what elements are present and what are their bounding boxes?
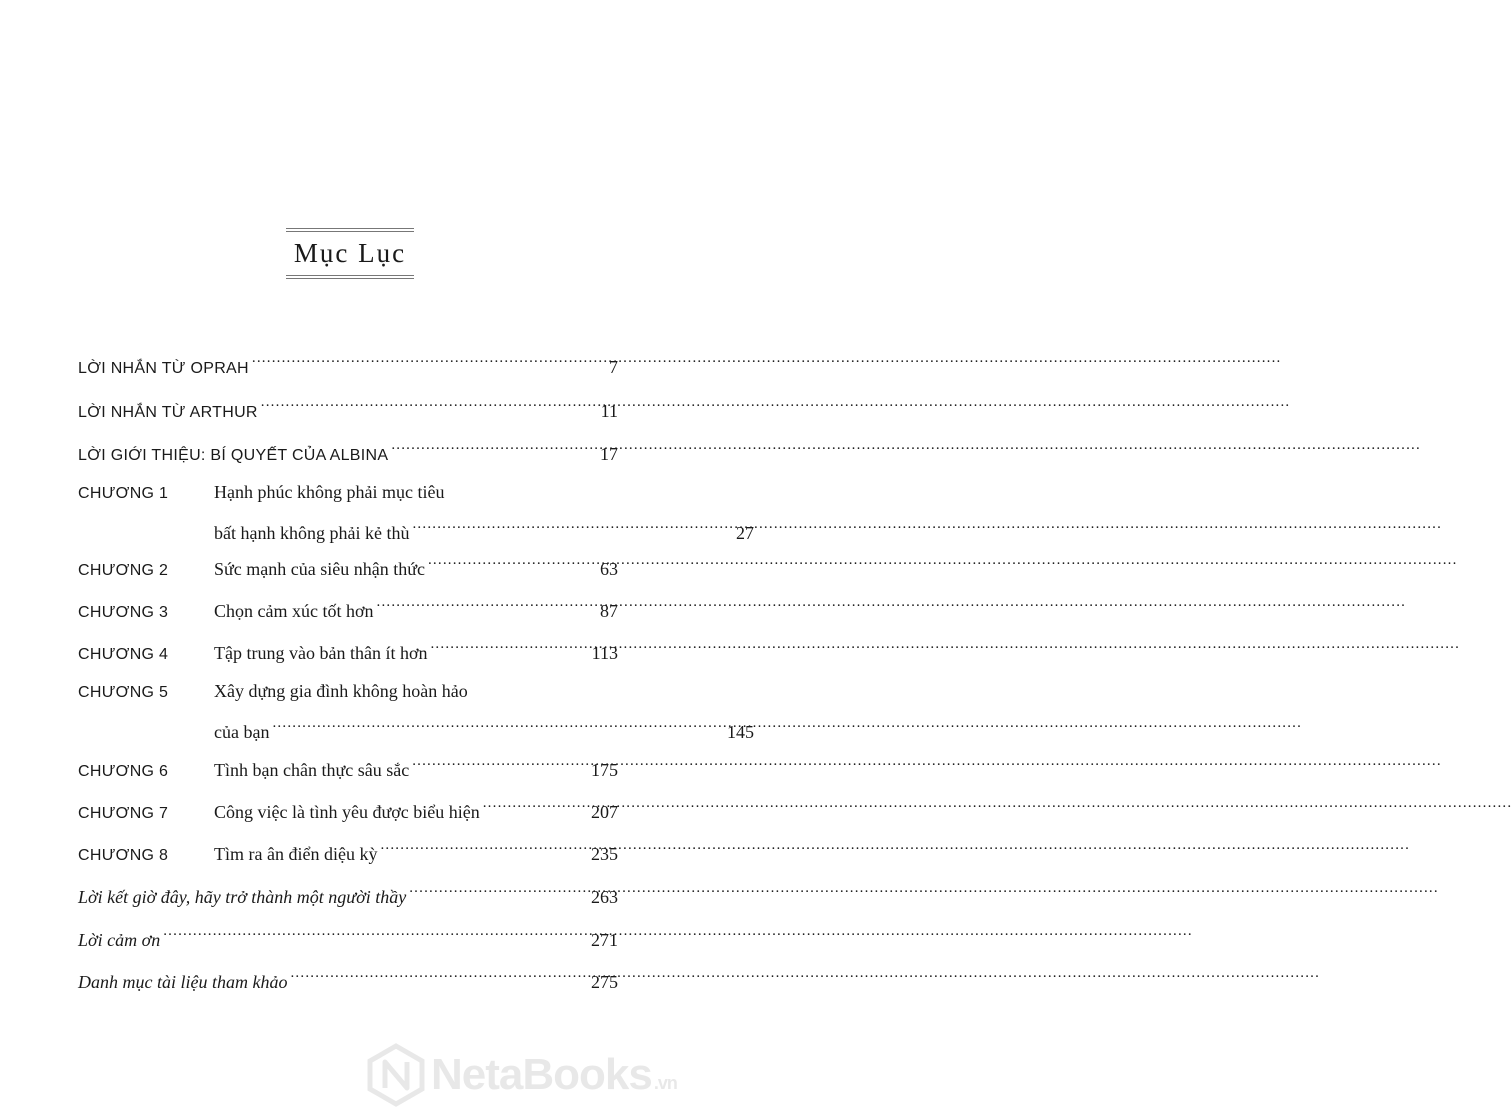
chapter-label: CHƯƠNG 8	[78, 847, 169, 864]
dot-leader	[163, 924, 588, 946]
toc-entry-title: Sức mạnh của siêu nhận thức	[214, 559, 425, 579]
toc-entry-title: LỜI GIỚI THIỆU: BÍ QUYẾT CỦA ALBINA	[78, 447, 389, 464]
toc-entry-line	[78, 838, 618, 867]
toc-entry	[78, 796, 618, 825]
watermark	[365, 1040, 685, 1110]
toc-entry-title: LỜI NHẮN TỪ ARTHUR	[78, 404, 258, 421]
toc-entry	[78, 754, 618, 783]
watermark-suffix: .vn	[653, 1073, 677, 1093]
page-number: 145	[727, 722, 754, 742]
page-number: 263	[591, 887, 618, 907]
toc-entry-line	[78, 924, 618, 951]
dot-leader	[261, 395, 598, 417]
watermark-brand: NetaBooks	[431, 1050, 652, 1099]
title-bottom-rule	[286, 275, 414, 276]
toc-entry-title: Xây dựng gia đình không hoàn hảo	[214, 681, 468, 701]
toc-entry-line	[78, 351, 618, 380]
chapter-label: CHƯƠNG 3	[78, 604, 169, 621]
page-number: 113	[591, 643, 618, 663]
title-top-rule	[286, 228, 414, 229]
toc-entry	[78, 438, 618, 467]
dot-leader	[272, 716, 724, 738]
toc-entry	[78, 680, 754, 743]
chapter-label: CHƯƠNG 7	[78, 805, 169, 822]
dot-leader	[412, 517, 733, 539]
toc-entry-line	[78, 517, 754, 544]
dot-leader	[290, 966, 588, 988]
toc-entry-line	[78, 438, 618, 467]
toc-entry-title: LỜI NHẮN TỪ OPRAH	[78, 360, 249, 377]
dot-leader	[252, 351, 606, 373]
toc-entry	[78, 481, 754, 544]
dot-leader	[412, 754, 588, 776]
toc-entry	[78, 838, 618, 867]
watermark-text	[431, 1050, 677, 1100]
dot-leader	[377, 595, 598, 617]
toc-entry	[78, 637, 618, 666]
chapter-label: CHƯƠNG 2	[78, 562, 169, 579]
page-number: 11	[600, 401, 618, 421]
toc-entry-line	[78, 595, 618, 624]
dot-leader	[409, 881, 588, 903]
toc-entry-title: Công việc là tình yêu được biểu hiện	[214, 802, 480, 822]
page-number: 271	[591, 930, 618, 950]
netabooks-logo-icon	[365, 1044, 427, 1106]
dot-leader	[430, 637, 588, 659]
toc-entry	[78, 881, 618, 908]
toc-entry-title: Tình bạn chân thực sâu sắc	[214, 760, 410, 780]
toc-entry-line	[78, 966, 618, 993]
page-number: 235	[591, 844, 618, 864]
chapter-label: CHƯƠNG 6	[78, 763, 169, 780]
toc-title-block	[286, 228, 414, 279]
page-title: Mục Lục	[293, 238, 407, 268]
toc-entry	[78, 553, 618, 582]
toc-entry-title: của bạn	[214, 722, 270, 742]
page-number: 87	[600, 601, 618, 621]
chapter-label: CHƯƠNG 4	[78, 646, 169, 663]
toc-entry-title: Lời cảm ơn	[78, 930, 161, 950]
toc-entry-line	[78, 754, 618, 783]
toc-entry-line	[78, 716, 754, 743]
title-bottom-rule-2	[286, 278, 414, 279]
toc-entry-title: Chọn cảm xúc tốt hơn	[214, 601, 374, 621]
toc-entry-line	[78, 881, 618, 908]
page-number: 63	[600, 559, 618, 579]
toc-entry-title: Hạnh phúc không phải mục tiêu	[214, 482, 445, 502]
chapter-label: CHƯƠNG 5	[78, 684, 169, 701]
toc-entry	[78, 395, 618, 424]
toc-entry-line	[78, 553, 618, 582]
toc-entry	[78, 595, 618, 624]
toc-entry	[78, 924, 618, 951]
page-number: 275	[591, 972, 618, 992]
dot-leader	[391, 438, 597, 460]
page-number: 7	[609, 357, 618, 377]
toc-entry-line	[78, 680, 618, 704]
page-number: 207	[591, 802, 618, 822]
chapter-label: CHƯƠNG 1	[78, 485, 169, 502]
toc-page	[0, 0, 754, 1120]
page-number: 17	[600, 444, 618, 464]
page-number: 175	[591, 760, 618, 780]
toc-entry-line	[78, 481, 618, 505]
toc-entry	[78, 966, 618, 993]
toc-entry-title: Tìm ra ân điển diệu kỳ	[214, 844, 378, 864]
toc-entry-line	[78, 637, 618, 666]
dot-leader	[380, 838, 588, 860]
page-number: 27	[736, 523, 754, 543]
toc-entry-title: bất hạnh không phải kẻ thù	[214, 523, 410, 543]
toc-entry-title: Tập trung vào bản thân ít hơn	[214, 643, 428, 663]
toc-entry-title: Danh mục tài liệu tham khảo	[78, 972, 288, 992]
dot-leader	[428, 553, 597, 575]
toc-entry-line	[78, 395, 618, 424]
dot-leader	[483, 796, 588, 818]
toc-entry	[78, 351, 618, 380]
toc-entry-title: Lời kết giờ đây, hãy trở thành một người thầy	[78, 887, 407, 907]
toc-entry-line	[78, 796, 618, 825]
